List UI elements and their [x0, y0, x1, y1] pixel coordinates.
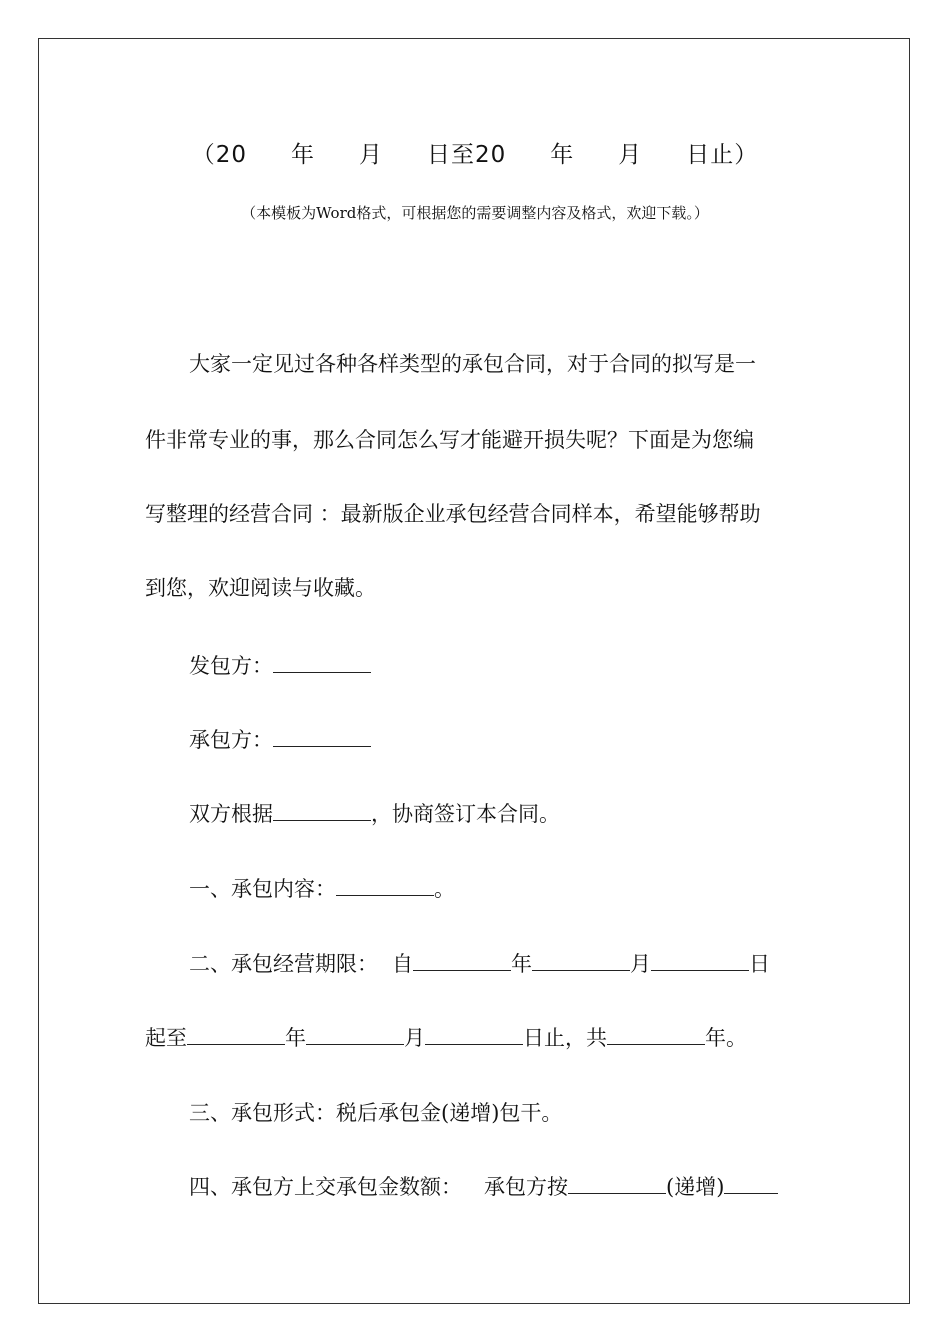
period-month2-blank[interactable]	[306, 1026, 404, 1045]
contractor-blank[interactable]	[273, 728, 371, 747]
period-end: 日止，共	[523, 1026, 607, 1050]
date-range-heading	[0, 136, 950, 169]
content-suffix: 。	[434, 877, 455, 901]
date-year-2: 年	[550, 142, 575, 168]
period-day2-blank[interactable]	[425, 1026, 523, 1045]
period-month-blank[interactable]	[532, 952, 630, 971]
date-month-2: 月	[618, 142, 643, 168]
date-month-1: 月	[359, 142, 383, 168]
period-to: 起至	[145, 1026, 187, 1050]
intro-line-4: 到您，欢迎阅读与收藏。	[145, 576, 376, 600]
amount-line	[189, 1171, 778, 1201]
employer-line	[189, 650, 371, 680]
amount-inc: (递增)	[666, 1175, 725, 1199]
basis-blank[interactable]	[273, 802, 371, 821]
contractor-label: 承包方：	[189, 728, 273, 752]
period-year2: 年	[285, 1026, 306, 1050]
period-line-2	[145, 1022, 747, 1052]
amount-label: 四、承包方上交承包金数额：	[189, 1175, 462, 1199]
period-years: 年。	[705, 1026, 747, 1050]
date-day-end: 日止）	[686, 142, 759, 168]
period-line-1	[189, 948, 770, 978]
amount-inc-blank[interactable]	[724, 1175, 778, 1194]
period-year: 年	[511, 952, 532, 976]
employer-label: 发包方：	[189, 654, 273, 678]
date-start: （20	[191, 142, 247, 168]
form-line: 三、承包形式：税后承包金(递增)包干。	[189, 1101, 563, 1125]
period-year-blank[interactable]	[413, 952, 511, 971]
period-month2: 月	[404, 1026, 425, 1050]
intro-line-2: 件非常专业的事，那么合同怎么写才能避开损失呢？下面是为您编	[145, 428, 754, 452]
period-years-blank[interactable]	[607, 1026, 705, 1045]
basis-suffix: ，协商签订本合同。	[371, 802, 560, 826]
basis-prefix: 双方根据	[189, 802, 273, 826]
content-line	[189, 873, 455, 903]
intro-line-3: 写整理的经营合同 ：最新版企业承包经营合同样本，希望能够帮助	[145, 502, 761, 526]
period-label: 二、承包经营期限：	[189, 952, 378, 976]
period-year2-blank[interactable]	[187, 1026, 285, 1045]
date-day-to: 日至20	[427, 142, 507, 168]
amount-text: 承包方按	[484, 1175, 568, 1199]
contractor-line	[189, 724, 371, 754]
period-day-blank[interactable]	[651, 952, 749, 971]
period-from: 自	[392, 952, 413, 976]
employer-blank[interactable]	[273, 654, 371, 673]
basis-line	[189, 798, 560, 828]
amount-blank[interactable]	[568, 1175, 666, 1194]
intro-line-1: 大家一定见过各种各样类型的承包合同，对于合同的拟写是一	[189, 352, 756, 376]
date-year-1: 年	[291, 142, 315, 168]
period-month: 月	[630, 952, 651, 976]
period-day: 日	[749, 952, 770, 976]
content-label: 一、承包内容：	[189, 877, 336, 901]
content-blank[interactable]	[336, 877, 434, 896]
template-note: （本模板为Word格式，可根据您的需要调整内容及格式，欢迎下载。）	[241, 204, 709, 222]
